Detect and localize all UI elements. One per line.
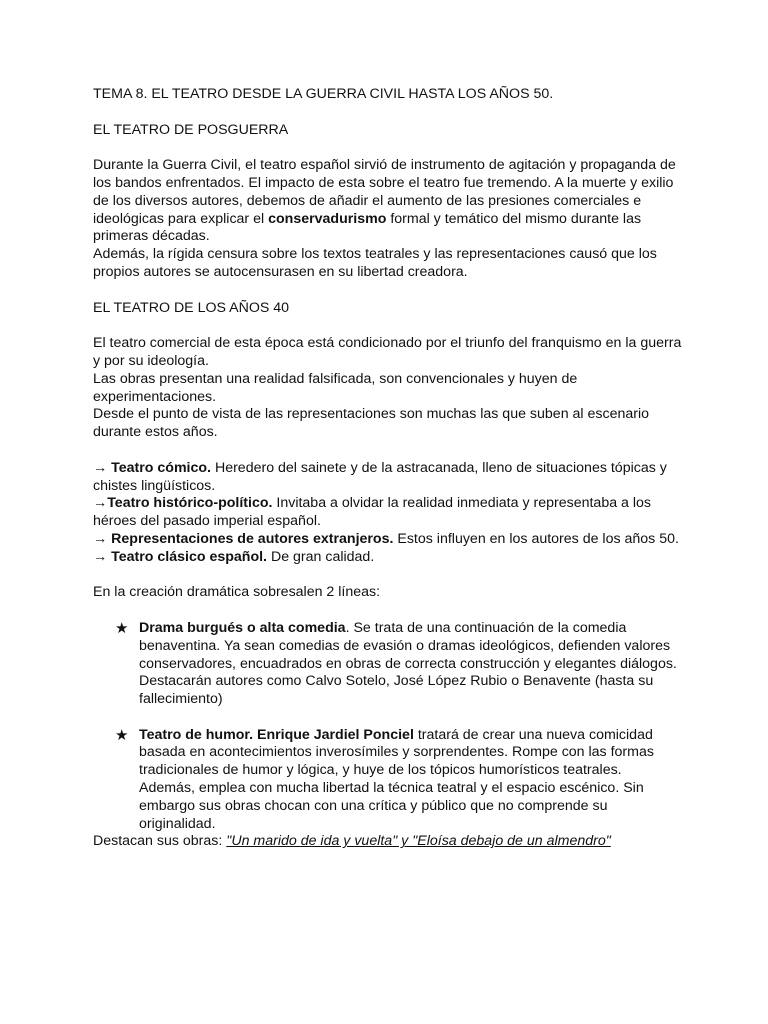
spacer — [93, 317, 683, 335]
works-link[interactable]: "Un marido de ida y vuelta" y "Eloísa debajo de un almendro" — [226, 833, 611, 850]
theatre-type-item — [93, 549, 683, 567]
bullet-list — [93, 620, 683, 834]
paragraph-anos-40-1: El teatro comercial de esta época está condicionado por el triunfo del franquismo en la guerra y por su ideología. — [93, 335, 682, 369]
theatre-type-name: Representaciones de autores extranjeros. — [111, 530, 394, 547]
bullet-text: . Se trata de una continuación de la comedia benaventina. Ya sean comedias de evasión o dramas ideológicos, defienden valores conservadores, encuadrados en obras de correcta construcción y elegantes diálogos. Destacarán autores como Calvo Sotelo, José López Rubio o Benavente (hasta su fallecimiento) — [139, 619, 677, 708]
spacer — [93, 139, 683, 157]
bullet-title: Drama burgués o alta comedia — [139, 619, 346, 636]
theatre-type-description: Invitaba a olvidar la realidad inmediata y representaba a los héroes del pasado imperial español. — [93, 495, 652, 530]
theatre-type-name: Teatro clásico español. — [111, 548, 267, 565]
star-bullet-icon: ★ — [115, 725, 129, 744]
works-line — [93, 833, 683, 851]
spacer — [93, 442, 683, 460]
text-run: Durante la Guerra Civil, el teatro español sirvió de instrumento de agitación y propaganda de los bandos enfrentados. El impacto de esta sobre el teatro fue tremendo. A la muerte y exilio de los diversos autores, debemos de añadir el aumento de las presiones comerciales e ideológicas para explicar el — [93, 157, 676, 227]
star-bullet-icon: ★ — [115, 618, 129, 637]
spacer — [93, 282, 683, 300]
section-heading-anos-40: EL TEATRO DE LOS AÑOS 40 — [93, 299, 290, 316]
spacer — [93, 602, 683, 620]
theatre-type-name: Teatro histórico-político. — [107, 495, 273, 512]
paragraph-posguerra-1 — [93, 157, 683, 246]
arrow-icon: → — [93, 548, 112, 565]
paragraph-anos-40-2: Las obras presentan una realidad falsificada, son convencionales y huyen de experimentaciones. — [93, 370, 578, 405]
theatre-type-item — [93, 495, 683, 531]
list-item — [93, 727, 679, 834]
theatre-type-description: De gran calidad. — [267, 548, 375, 565]
document-body — [93, 86, 683, 851]
theatre-type-item — [93, 460, 683, 496]
theatre-type-description: Heredero del sainete y de la astracanada, lleno de situaciones tópicas y chistes lingüísticos. — [93, 459, 667, 494]
arrow-icon: → — [93, 459, 112, 476]
bullet-text: tratará de crear una nueva comicidad basada en acontecimientos inverosímiles y sorprendentes. Rompe con las formas tradicionales de humor y lógica, y huye de los tópicos humorísticos teatrales. Además, emplea con mucha libertad la técnica teatral y el espacio escénico. Sin embargo sus obras chocan con una crítica y público que no comprende su originalidad. — [139, 726, 654, 832]
spacer — [93, 567, 683, 585]
bold-term: conservadurismo — [268, 210, 387, 227]
theatre-type-item — [93, 531, 683, 549]
list-item — [93, 620, 679, 709]
spacer — [93, 709, 633, 727]
arrow-icon: → — [93, 530, 112, 547]
spacer — [93, 104, 683, 122]
arrow-icon: → — [93, 495, 108, 512]
text-run: formal y temático del mismo durante las primeras décadas. — [93, 210, 642, 245]
paragraph-posguerra-2: Además, la rígida censura sobre los textos teatrales y las representaciones causó que los propios autores se autocensurasen en su libertad creadora. — [93, 246, 657, 280]
section-heading-posguerra: EL TEATRO DE POSGUERRA — [93, 121, 289, 138]
paragraph-anos-40-3: Desde el punto de vista de las representaciones son muchas las que suben al escenario durante estos años. — [93, 406, 650, 441]
theatre-type-name: Teatro cómico. — [111, 459, 211, 476]
lines-intro: En la creación dramática sobresalen 2 líneas: — [93, 584, 381, 601]
works-label: Destacan sus obras: — [93, 833, 227, 850]
bullet-title: Teatro de humor. Enrique Jardiel Ponciel — [139, 726, 414, 743]
document-title: TEMA 8. EL TEATRO DESDE LA GUERRA CIVIL HASTA LOS AÑOS 50. — [93, 86, 554, 102]
theatre-type-description: Estos influyen en los autores de los años 50. — [393, 530, 679, 547]
